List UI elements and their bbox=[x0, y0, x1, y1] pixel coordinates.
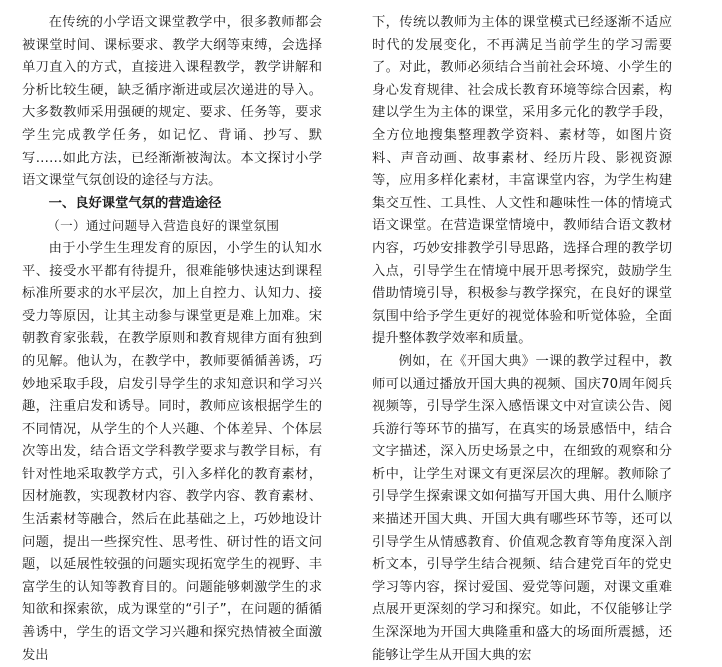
body-paragraph: 由于小学生生理发育的原因，小学生的认知水平、接受水平都有待提升，很难能够快速达到课程标准所要求的水平层次，加上自控力、认知力、接受力等原因，让其主动参与课堂更是难上加难。宋朝教育家张载，在教学原则和教育规律方面有独到的见解。他认为，在教学中，教师要循循善诱，巧妙地采取手段，启发引导学生的求知意识和学习兴趣，注重启发和诱导。同时，教师应该根据学生的不同情况，从学生的个人兴趣、个体差异、个体层次等出发，结合语文学科教学要求与教学目标，有针对性地采取教学方式，引入多样化的教育素材，因材施教，实现教材内容、教学内容、教育素材、生活素材等融合，然后在此基础之上，巧妙地设计问题，提出一些探究性、思考性、研讨性的语文问题，以延展性较强的问题实现拓宽学生的视野、丰富学生的认知等教育目的。问题能够刺激学生的求知欲和探索欲，成为课堂的“引子”，在问题的循循善诱中，学生的语文学习兴趣和探究热情被全面激发出 bbox=[22, 240, 322, 663]
subsection-heading: （一）通过问题导入营造良好的课堂氛围 bbox=[47, 218, 280, 234]
section-heading: 一、良好课堂气氛的营造途径 bbox=[48, 195, 222, 211]
continued-paragraph: 下，传统以教师为主体的课堂模式已经逐渐不适应时代的发展变化，不再满足当前学生的学习需要了。对此，教师必须结合当前社会环境、小学生的身心发育规律、社会成长教育环境等综合因素，构建以学生为主体的课堂，采用多元化的教学手段，全方位地搜集整理教学资料、素材等，如图片资料、声音动画、故事素材、经历片段、影视资源等，应用多样化素材，丰富课堂内容，为学生构建集交互性、工具性、人文性和趣味性一体的情境式语文课堂。在营造课堂情境中，教师结合语文教材内容，巧妙安排教学引导思路，选择合理的教学切入点，引导学生在情境中展开思考探究，鼓励学生借助情境引导，积极参与教学探究，在良好的课堂氛围中给予学生更好的视觉体验和听觉体验，全面提升整体教学效率和质量。 bbox=[372, 15, 672, 347]
left-column bbox=[22, 12, 322, 667]
example-paragraph: 例如，在《开国大典》一课的教学过程中，教师可以通过播放开国大典的视频、国庆70周年阅兵视频等，引导学生深入感悟课文中对宣读公告、阅兵游行等环节的描写，在真实的场景感悟中，结合文字描述，深入历史场景之中，在细致的观察和分析中，让学生对课文有更深层次的理解。教师除了引导学生探索课文如何描写开国大典、用什么顺序来描述开国大典、开国大典有哪些环节等，还可以引导学生从情感教育、价值观念教育等角度深入剖析文本，引导学生结合视频、结合建党百年的党史学习等内容，探讨爱国、爱党等问题，对课文重难点展开更深刻的学习和探究。如此，不仅能够让学生深深地为开国大典隆重和盛大的场面所震撼，还能够让学生从开国大典的宏 bbox=[372, 353, 672, 663]
intro-paragraph: 在传统的小学语文课堂教学中，很多教师都会被课堂时间、课标要求、教学大纲等束缚，会选择单刀直入的方式，直接进入课程教学，教学讲解和分析比较生硬，缺乏循序渐进或层次递进的导入。大多数教师采用强硬的规定、要求、任务等，要求学生完成教学任务，如记忆、背诵、抄写、默写……如此方法，已经渐渐被淘汰。本文探讨小学语文课堂气氛创设的途径与方法。 bbox=[22, 15, 322, 189]
right-column bbox=[372, 12, 672, 667]
